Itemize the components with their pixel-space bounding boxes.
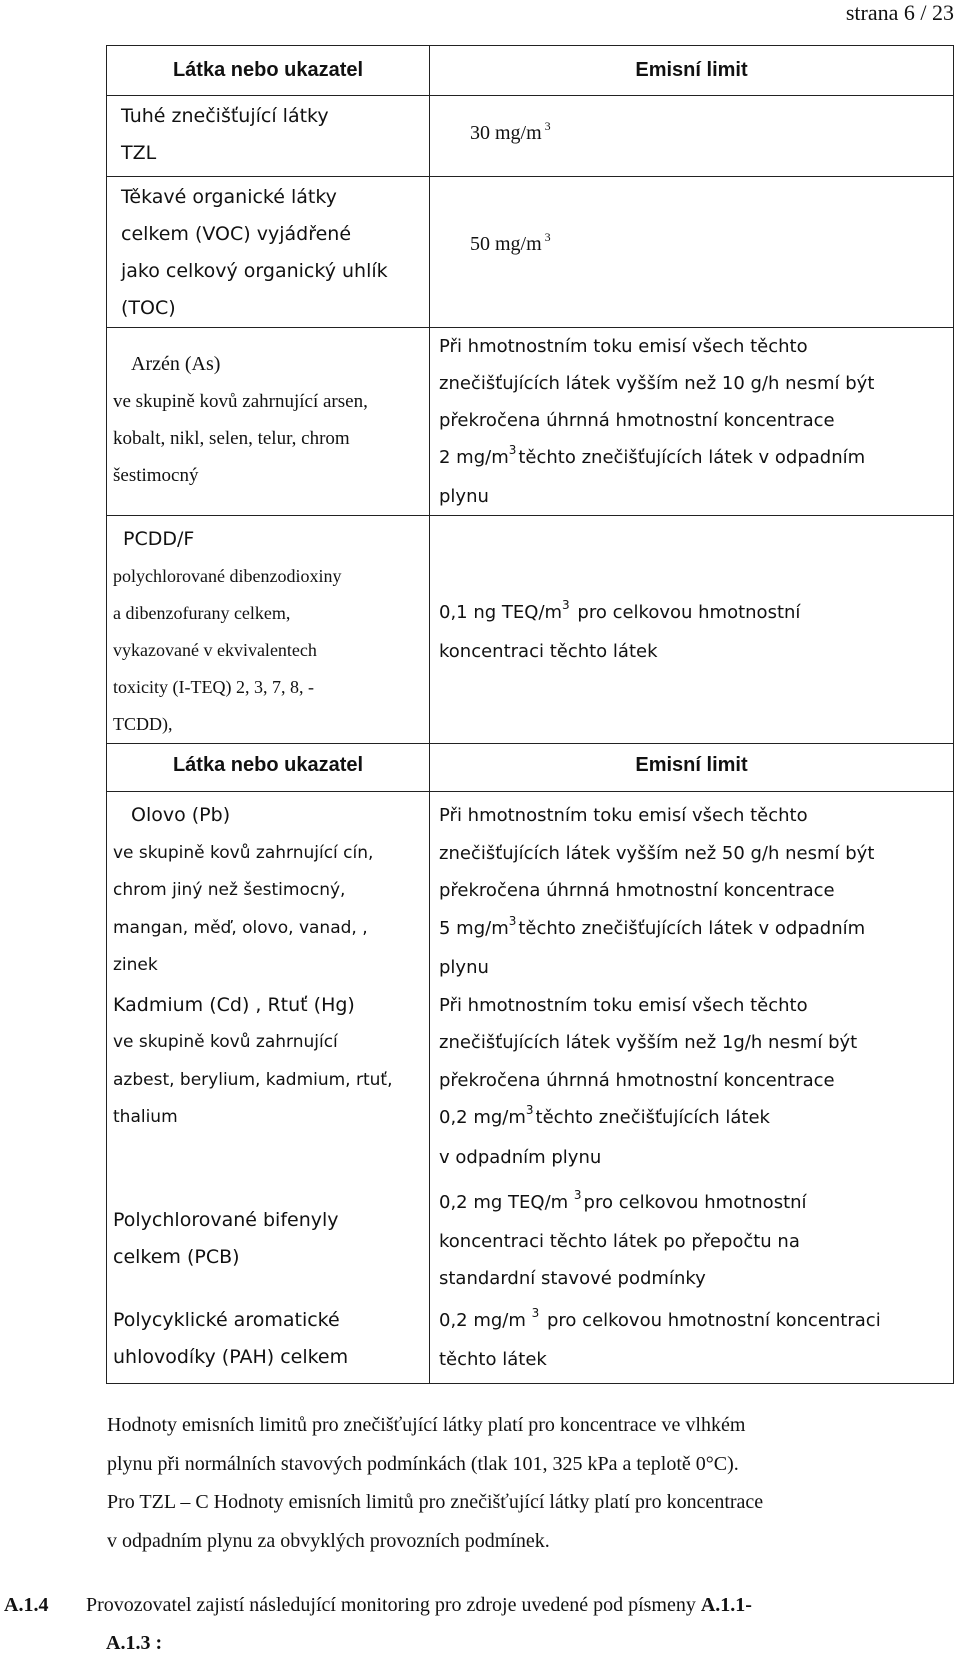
limit-line: 2 $mg/m^3$ těchto znečišťujících látek v odpadním — [439, 443, 866, 468]
limit-cell — [430, 792, 954, 987]
section-reference: A.1.1- — [700, 1594, 752, 1616]
limit-line: 0,2 $mg/m^3$ těchto znečišťujících látek — [439, 1103, 770, 1128]
substance-line: celkem (PCB) — [113, 1245, 240, 1268]
limit-line: těchto látek — [439, 1348, 547, 1370]
substance-line: celkem (VOC) vyjádřené — [121, 223, 352, 245]
substance-line: thalium — [113, 1107, 178, 1127]
limit-exponent: 3 — [508, 443, 517, 457]
substance-line: mangan, měď, olovo, vanad, , — [113, 917, 368, 938]
substance-line: ve skupině kovů zahrnující arsen, — [113, 391, 368, 412]
table-row — [107, 96, 954, 177]
substance-cell — [107, 96, 430, 177]
limit-cell — [430, 516, 954, 744]
substance-cell — [107, 516, 430, 744]
substance-line: azbest, berylium, kadmium, rtuť, — [113, 1069, 393, 1090]
substance-cell — [107, 1180, 430, 1300]
limit-cell — [430, 177, 954, 328]
substance-line: ve skupině kovů zahrnující — [113, 1032, 338, 1052]
limit-exponent: 3 — [573, 1187, 582, 1202]
header-substance: Látka nebo ukazatel — [107, 744, 430, 792]
limit-cell — [430, 987, 954, 1180]
limit-exponent: 3 — [544, 230, 551, 244]
limit-line: překročena úhrnná hmotnostní koncentrace — [439, 880, 835, 901]
section-reference-continued: A.1.3 : — [106, 1632, 163, 1654]
limit-line: Při hmotnostním toku emisí všech těchto — [439, 805, 808, 826]
substance-line: Arzén (As) — [131, 353, 221, 375]
limit-exponent: 3 — [508, 913, 517, 928]
substance-line: TCDD), — [113, 714, 173, 734]
table-header — [107, 744, 954, 792]
limit-cell — [430, 96, 954, 177]
note-line: v odpadním plynu za obvyklých provozních podmínek. — [107, 1529, 550, 1552]
substance-line: šestimocný — [113, 465, 199, 486]
substance-line: a dibenzofurany celkem, — [113, 603, 291, 623]
section-number: A.1.4 — [4, 1594, 49, 1616]
limit-line: znečišťujících látek vyšším než 50 g/h nesmí být — [439, 842, 875, 864]
table-row — [107, 1180, 954, 1300]
limit-line: standardní stavové podmínky — [439, 1267, 706, 1289]
header-limit: Emisní limit — [430, 46, 954, 96]
limit-value: 50 mg/m — [470, 233, 542, 255]
section-text: Provozovatel zajistí následující monitoring pro zdroje uvedené pod písmeny A.1.1- — [86, 1594, 752, 1616]
substance-line: chrom jiný než šestimocný, — [113, 880, 346, 900]
limit-exponent: 3 — [531, 1305, 540, 1320]
table-row — [107, 1300, 954, 1384]
header-substance: Látka nebo ukazatel — [107, 46, 430, 96]
substance-line: Polychlorované bifenyly — [113, 1208, 339, 1231]
limit-value: 30 mg/m — [470, 122, 542, 144]
substance-cell — [107, 177, 430, 328]
substance-line: PCDD/F — [123, 528, 195, 550]
substance-line: Tuhé znečišťující látky — [121, 105, 329, 127]
substance-line: Těkavé organické látky — [121, 186, 337, 208]
limit-line: 0,2 mg/m $^3$ pro celkovou hmotnostní koncentraci — [439, 1305, 881, 1331]
substance-line: jako celkový organický uhlík — [121, 260, 388, 282]
limit-cell — [430, 1300, 954, 1384]
limit-line: plynu — [439, 957, 489, 978]
substance-cell — [107, 328, 430, 516]
substance-line: Kadmium (Cd) , Rtuť (Hg) — [113, 993, 355, 1016]
limit-line: překročena úhrnná hmotnostní koncentrace — [439, 410, 835, 431]
table-header — [107, 46, 954, 96]
limit-line: 0,2 mg TEQ/m $^3$ pro celkovou hmotnostní — [439, 1187, 807, 1213]
substance-line: polychlorované dibenzodioxiny — [113, 566, 342, 586]
note-line: Hodnoty emisních limitů pro znečišťující látky platí pro koncentrace ve vlhkém — [107, 1414, 746, 1436]
limit-exponent: 3 — [544, 119, 551, 133]
table-row — [107, 792, 954, 987]
substance-line: kobalt, nikl, selen, telur, chrom — [113, 428, 350, 449]
table-row — [107, 987, 954, 1180]
limit-line: 0,1 ng TEQ/$m^3$ pro celkovou hmotnostní — [439, 598, 801, 623]
limit-line: koncentraci těchto látek po přepočtu na — [439, 1230, 800, 1252]
limit-line: Při hmotnostním toku emisí všech těchto — [439, 336, 808, 357]
limit-line: v odpadním plynu — [439, 1146, 602, 1168]
table-row — [107, 177, 954, 328]
limit-line: překročena úhrnná hmotnostní koncentrace — [439, 1069, 835, 1091]
limit-line: Při hmotnostním toku emisí všech těchto — [439, 994, 808, 1016]
substance-line: ve skupině kovů zahrnující cín, — [113, 842, 374, 863]
substance-line: TZL — [121, 142, 157, 164]
limit-exponent: 3 — [562, 598, 570, 612]
substance-line: toxicity (I-TEQ) 2, 3, 7, 8, - — [113, 677, 314, 697]
substance-cell — [107, 792, 430, 987]
limit-line: koncentraci těchto látek — [439, 641, 658, 662]
substance-line: (TOC) — [121, 297, 176, 319]
table-row — [107, 516, 954, 744]
emission-limits-table — [106, 45, 954, 1384]
substance-line: uhlovodíky (PAH) celkem — [113, 1345, 349, 1368]
note-line: Pro TZL – C Hodnoty emisních limitů pro znečišťující látky platí pro koncentrace — [107, 1491, 764, 1513]
limit-cell — [430, 328, 954, 516]
header-limit: Emisní limit — [430, 744, 954, 792]
limit-cell — [430, 1180, 954, 1300]
substance-line: Olovo (Pb) — [131, 804, 231, 826]
limit-line: 5 $mg/m^3$ těchto znečišťujících látek v odpadním — [439, 913, 866, 939]
note-line: plynu při normálních stavových podmínkách (tlak 101, 325 kPa a teplotě 0°C). — [107, 1452, 739, 1475]
substance-line: Polycyklické aromatické — [113, 1308, 340, 1331]
table-row — [107, 328, 954, 516]
limit-exponent: 3 — [525, 1103, 534, 1117]
substance-cell — [107, 1300, 430, 1384]
substance-cell — [107, 987, 430, 1180]
substance-line: zinek — [113, 955, 158, 975]
substance-line: vykazované v ekvivalentech — [113, 640, 317, 660]
page-number: strana 6 / 23 — [845, 0, 954, 25]
limit-line: znečišťujících látek vyšším než 1g/h nesmí být — [439, 1032, 858, 1053]
limit-line: plynu — [439, 486, 489, 507]
limit-line: znečišťujících látek vyšším než 10 g/h nesmí být — [439, 373, 875, 394]
note-paragraph — [107, 1406, 957, 1560]
